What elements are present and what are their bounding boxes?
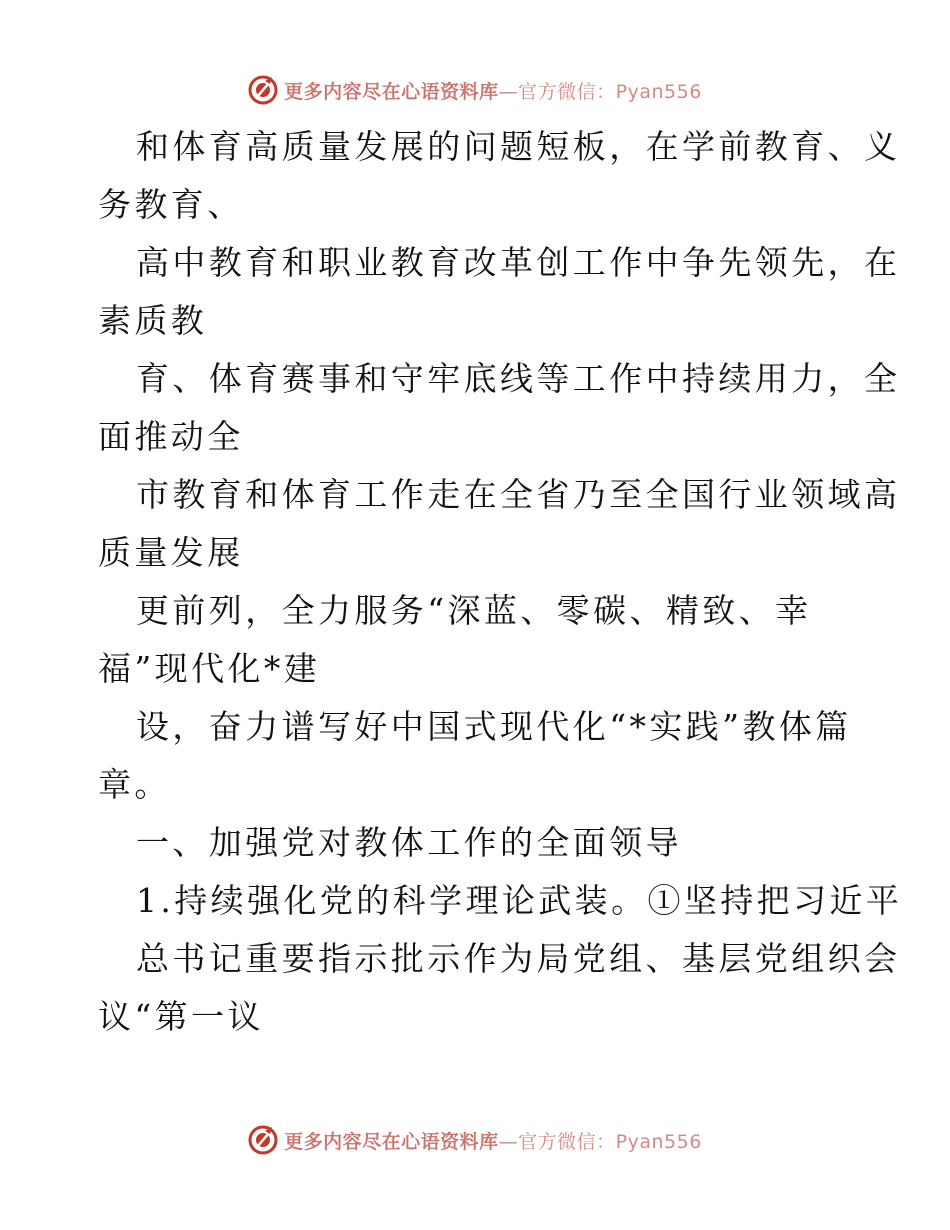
body-line: 福”现代化*建 — [98, 649, 321, 688]
header-banner — [0, 70, 950, 110]
body-line: 设，奋力谱写好中国式现代化“*实践”教体篇 — [136, 707, 852, 746]
footer-banner-contact: 官方微信：Pyan556 — [518, 1130, 702, 1153]
body-line: 面推动全 — [98, 417, 244, 456]
section-heading: 一、加强党对教体工作的全面领导 — [136, 823, 682, 862]
red-seal-logo-icon — [248, 75, 278, 105]
document-body — [98, 118, 903, 1046]
body-line: 更前列，全力服务“深蓝、零碳、精致、幸 — [136, 591, 812, 630]
body-line: 务教育、 — [98, 185, 244, 224]
body-line: 议“第一议 — [98, 997, 264, 1036]
header-banner-dash: — — [498, 80, 519, 103]
body-line: 育、体育赛事和守牢底线等工作中持续用力，全 — [136, 359, 901, 398]
red-seal-logo-icon — [248, 1125, 278, 1155]
footer-banner-dash: — — [498, 1130, 519, 1153]
body-line: 质量发展 — [98, 533, 244, 572]
footer-banner — [0, 1120, 950, 1160]
body-line: 章。 — [98, 765, 171, 804]
header-banner-main: 更多内容尽在心语资料库 — [284, 80, 499, 103]
body-line: 总书记重要指示批示作为局党组、基层党组织会 — [136, 939, 901, 978]
body-line: 素质教 — [98, 301, 208, 340]
body-line: 市教育和体育工作走在全省乃至全国行业领域高 — [136, 475, 901, 514]
body-line: 和体育高质量发展的问题短板，在学前教育、义 — [136, 127, 901, 166]
footer-banner-main: 更多内容尽在心语资料库 — [284, 1130, 499, 1153]
header-banner-text — [284, 77, 702, 104]
body-line: 1.持续强化党的科学理论武装。①坚持把习近平 — [136, 881, 903, 920]
header-banner-contact: 官方微信：Pyan556 — [518, 80, 702, 103]
footer-banner-text — [284, 1127, 702, 1154]
body-line: 高中教育和职业教育改革创工作中争先领先，在 — [136, 243, 901, 282]
